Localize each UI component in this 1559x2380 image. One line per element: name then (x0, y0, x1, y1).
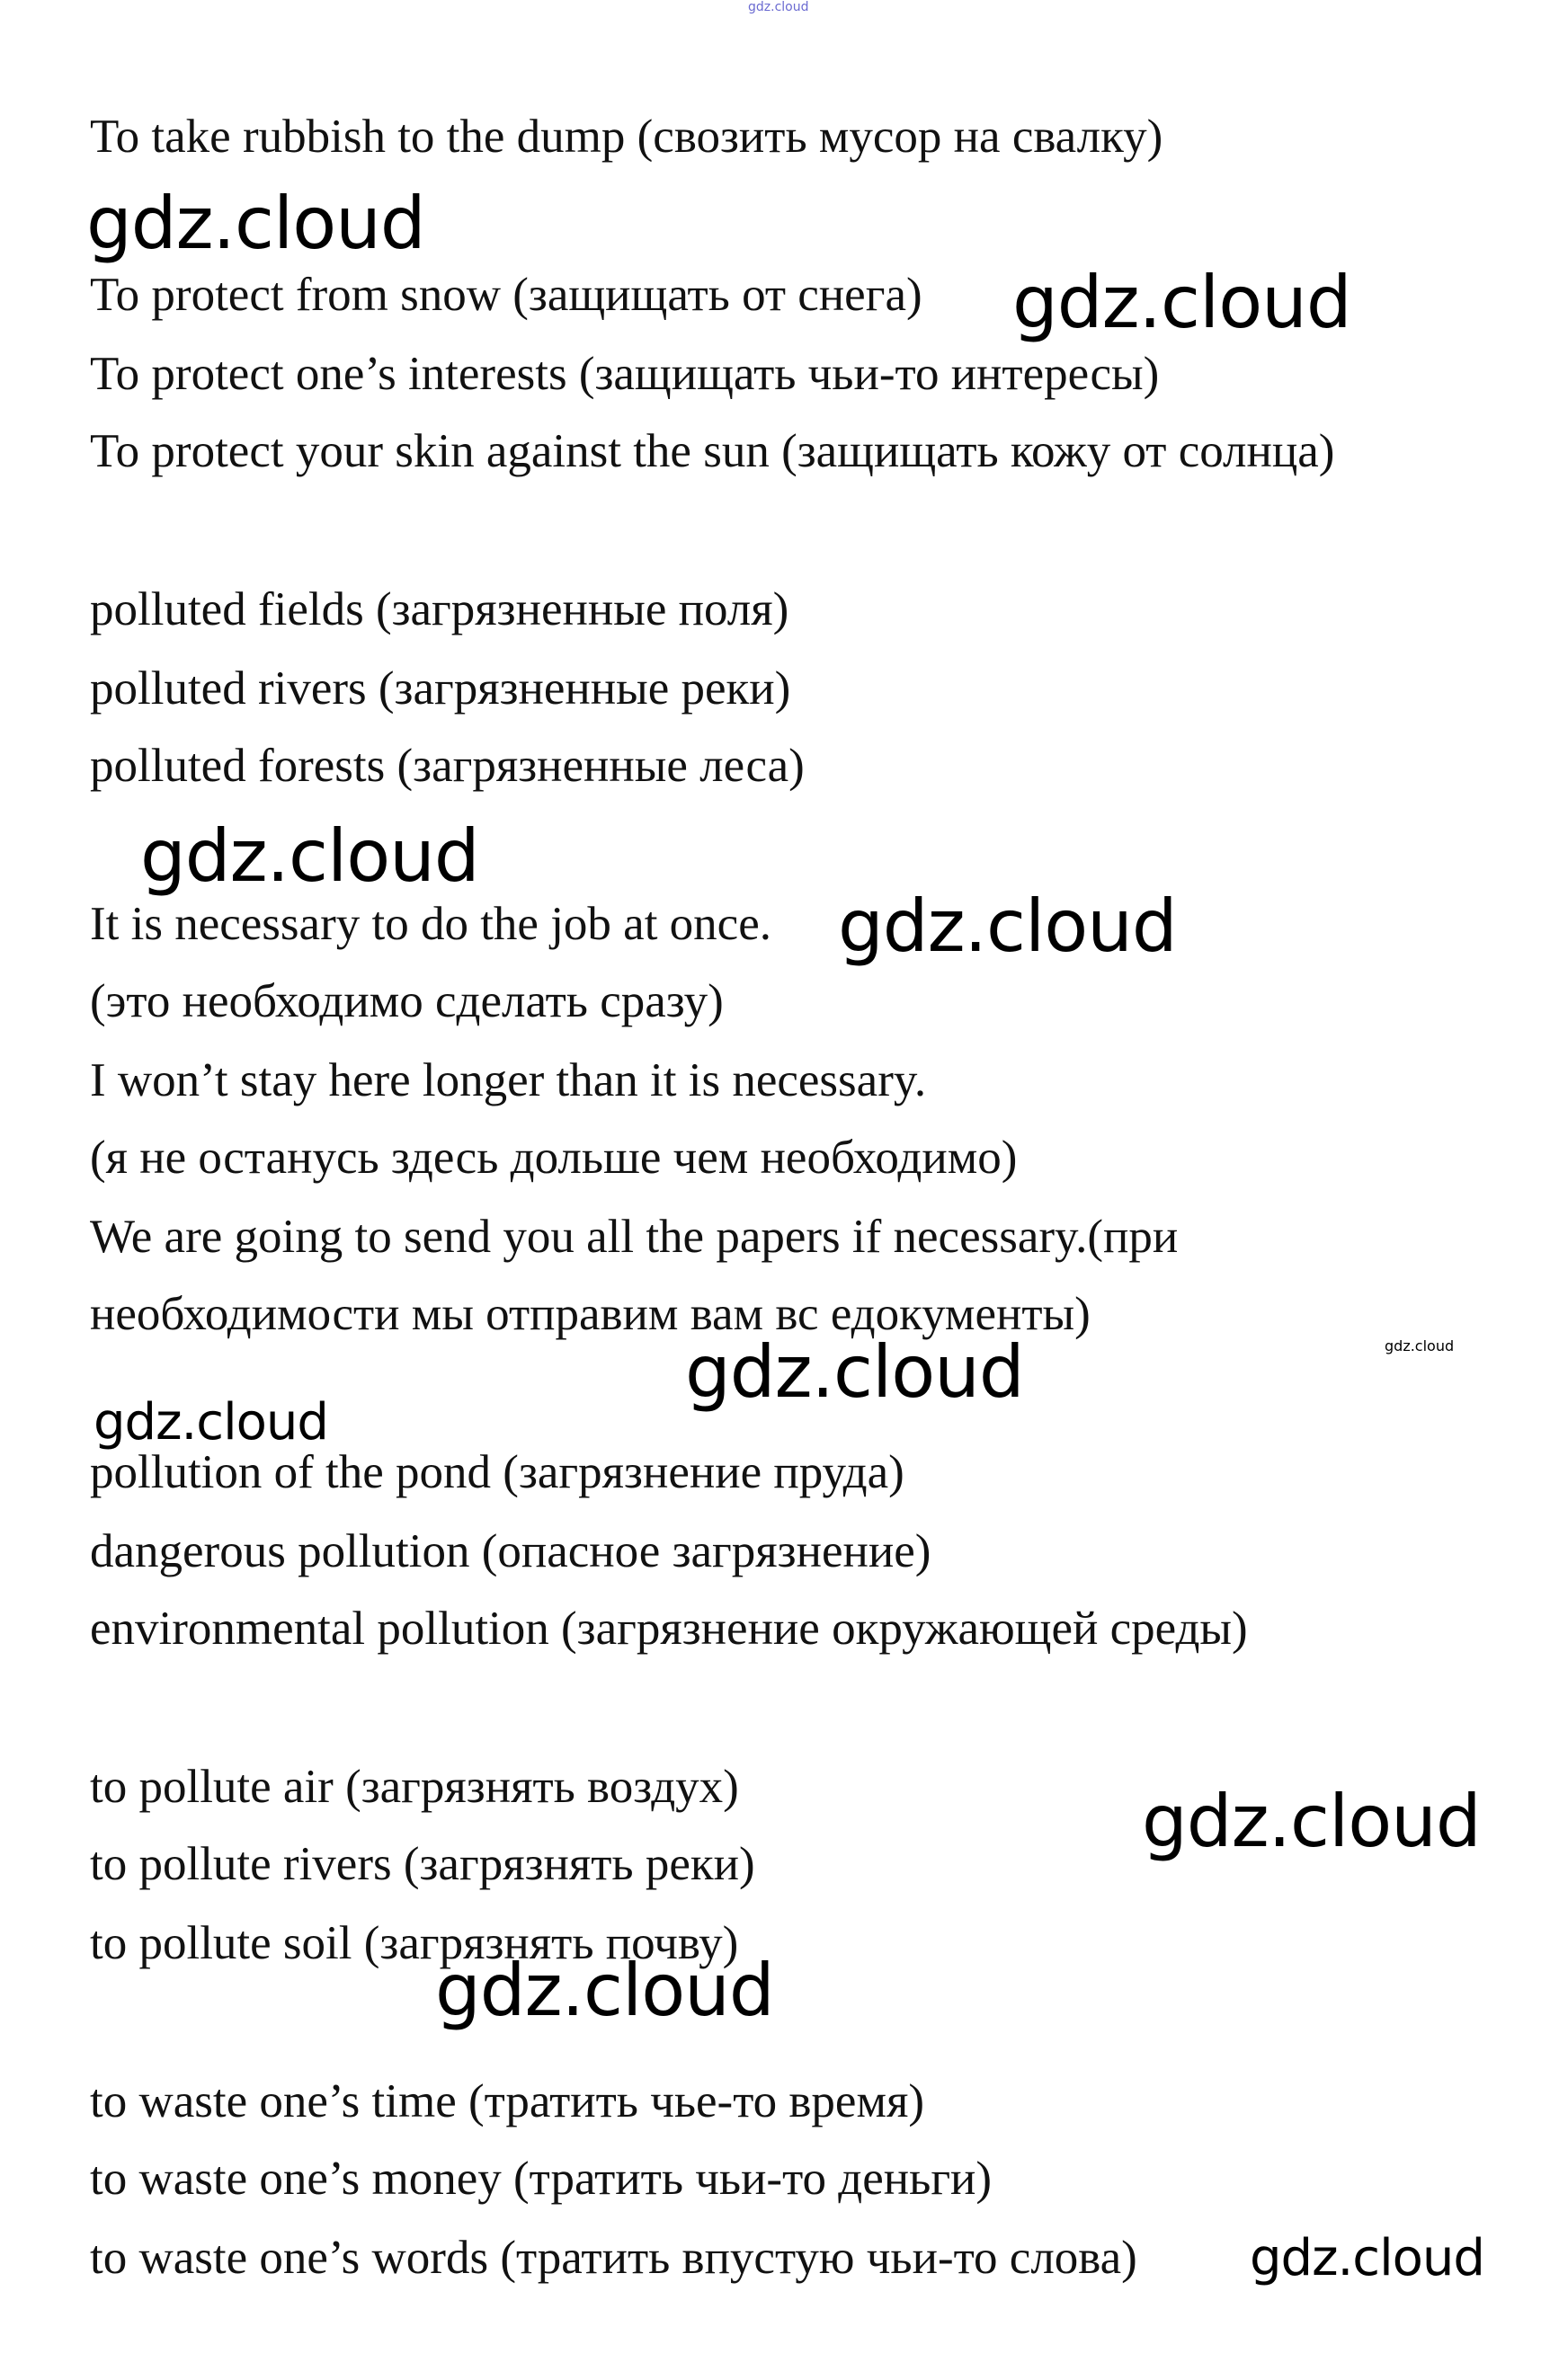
watermark: gdz.cloud (86, 182, 425, 265)
text-line: To take rubbish to the dump (свозить мусор на свалку) (90, 111, 1163, 163)
watermark: gdz.cloud (140, 814, 479, 898)
text-line: polluted forests (загрязненные леса) (90, 740, 805, 792)
watermark: gdz.cloud (685, 1330, 1024, 1414)
text-line: polluted rivers (загрязненные реки) (90, 662, 791, 715)
text-line: to pollute rivers (загрязнять реки) (90, 1838, 755, 1890)
watermark: gdz.cloud (435, 1949, 774, 2032)
text-line: It is necessary to do the job at once. (90, 898, 771, 950)
watermark: gdz.cloud (1142, 1780, 1481, 1863)
text-line: To protect one’s interests (защищать чьи-то интересы) (90, 348, 1160, 400)
text-line: to pollute air (загрязнять воздух) (90, 1761, 739, 1813)
watermark: gdz.cloud (748, 0, 809, 14)
text-line: We are going to send you all the papers if necessary.(при (90, 1211, 1179, 1263)
text-line: to waste one’s time (тратить чье-то время) (90, 2075, 925, 2127)
text-line: To protect your skin against the sun (защищать кожу от солнца) (90, 425, 1335, 477)
watermark: gdz.cloud (838, 884, 1177, 968)
text-line: to waste one’s words (тратить впустую чьи-то слова) (90, 2232, 1137, 2284)
text-line: pollution of the pond (загрязнение пруда) (90, 1446, 904, 1498)
text-line: необходимости мы отправим вам вс едокументы) (90, 1288, 1091, 1340)
watermark: gdz.cloud (1385, 1337, 1455, 1354)
watermark: gdz.cloud (1012, 261, 1351, 344)
text-line: to waste one’s money (тратить чьи-то деньги) (90, 2153, 993, 2205)
text-line: I won’t stay here longer than it is necessary. (90, 1054, 927, 1106)
text-line: polluted fields (загрязненные поля) (90, 583, 789, 635)
text-line: To protect from snow (защищать от снега) (90, 269, 922, 321)
watermark: gdz.cloud (94, 1393, 328, 1452)
text-line: environmental pollution (загрязнение окружающей среды) (90, 1603, 1248, 1655)
text-line: to pollute soil (загрязнять почву) (90, 1917, 739, 1969)
text-line: (это необходимо сделать сразу) (90, 975, 724, 1027)
watermark: gdz.cloud (1250, 2229, 1484, 2287)
text-line: (я не останусь здесь дольше чем необходимо) (90, 1132, 1018, 1184)
text-line: dangerous pollution (опасное загрязнение) (90, 1525, 931, 1577)
